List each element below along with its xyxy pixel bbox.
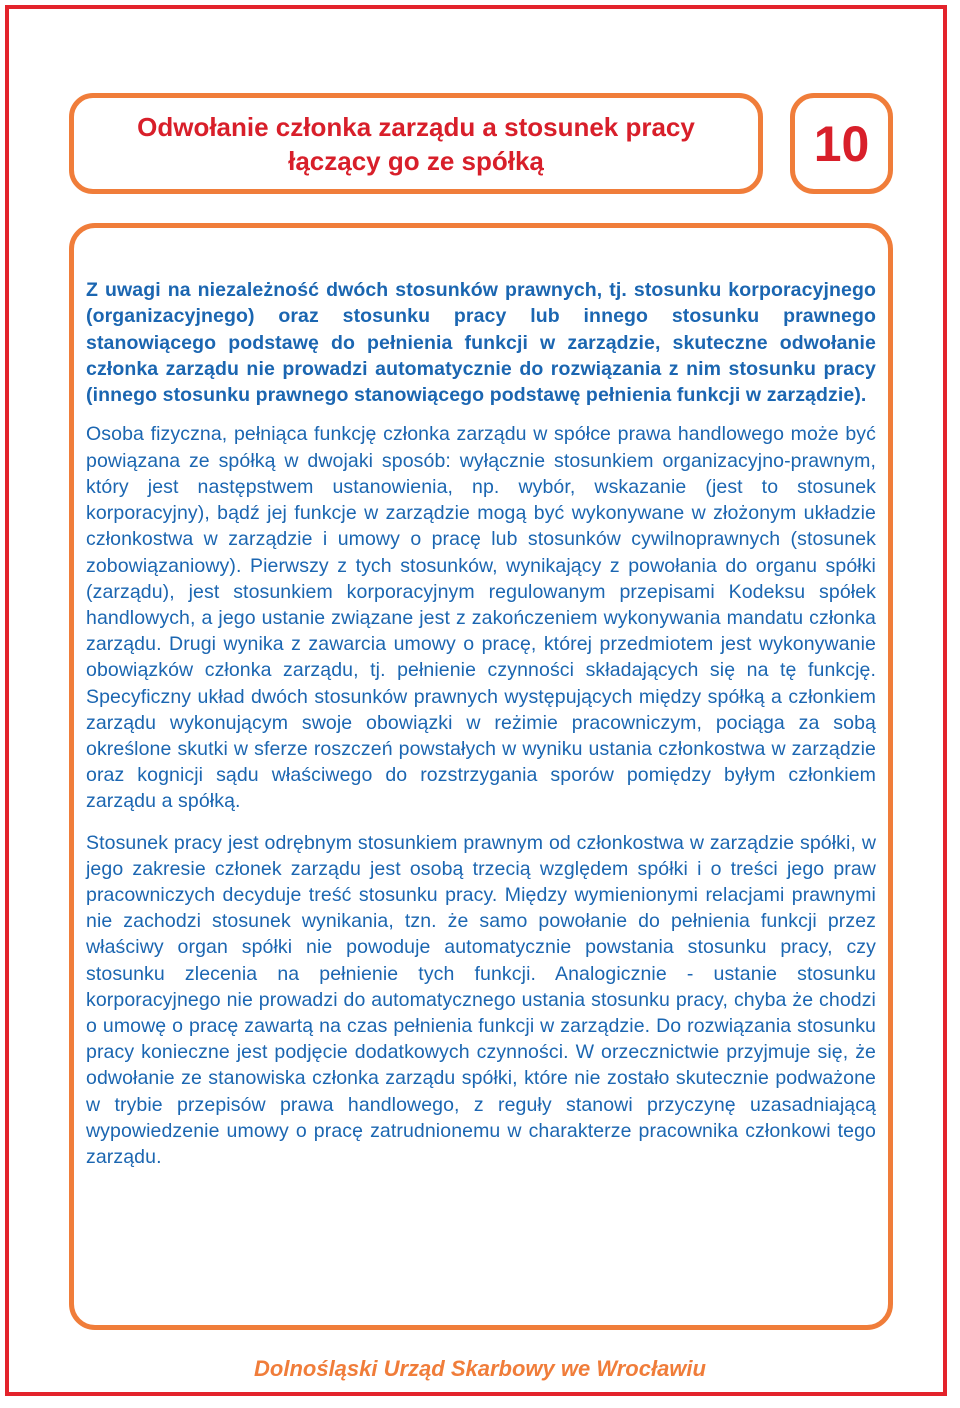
footer-institution-name: Dolnośląski Urząd Skarbowy we Wrocławiu	[254, 1356, 706, 1381]
body-paragraph-1: Osoba fizyczna, pełniąca funkcję członka zarządu w spółce prawa handlowego może być powiązana ze spółką w dwojaki sposób: wyłącznie stosunkiem organizacyjno-prawnym, który jest następstwem ustanowienia, np. wybór, wskazanie (jest to stosunek korporacyjny), bądź jej funkcje w zarządzie mogą być wykonywane w złożonym układzie członkostwa w zarządzie i umowy o pracę lub stosunków cywilnoprawnych (stosunek zobowiązaniowy). Pierwszy z tych stosunków, wynikający z powołania do organu spółki (zarządu), jest stosunkiem korporacyjnym regulowanym przepisami Kodeksu spółek handlowych, a jego ustanie związane jest z zakończeniem wykonywania mandatu członka zarządu. Drugi wynika z zawarcia umowy o pracę, której przedmiotem jest wykonywanie obowiązków członka zarządu, tj. pełnienie czynności składających się na tę funkcję. Specyficzny układ dwóch stosunków prawnych występujących między spółką a członkiem zarządu wykonującym swoje obowiązki w reżimie pracowniczym, pociąga za sobą określone skutki w sferze roszczeń powstałych w wyniku ustania członkostwa w zarządzie oraz kognicji sądu właściwego do rozstrzygania sporów pomiędzy byłym członkiem zarządu a spółką.	[86, 423, 876, 813]
title-line-1: Odwołanie członka zarządu a stosunek pracy	[137, 111, 695, 142]
content-body	[86, 277, 876, 1170]
intro-paragraph: Z uwagi na niezależność dwóch stosunków prawnych, tj. stosunku korporacyjnego (organizacyjnego) oraz stosunku pracy lub innego stosunku prawnego stanowiącego podstawę do pełnienia funkcji w zarządzie, skuteczne odwołanie członka zarządu nie prowadzi automatycznie do rozwiązania z nim stosunku pracy (innego stosunku prawnego stanowiącego podstawę pełnienia funkcji w zarządzie).	[86, 279, 876, 407]
title-box	[69, 93, 763, 194]
title-line-2: łączący go ze spółką	[288, 145, 544, 176]
body-paragraph-2: Stosunek pracy jest odrębnym stosunkiem prawnym od członkostwa w zarządzie spółki, w jego zakresie członek zarządu jest osobą trzecią względem spółki i o treści jego praw pracowniczych decyduje treść stosunku pracy. Między wymienionymi relacjami prawnymi nie zachodzi stosunek wynikania, tzn. że samo powołanie do pełnienia funkcji przez właściwy organ spółki nie powoduje automatycznie powstania stosunku pracy, czy stosunku zlecenia na pełnienie tych funkcji. Analogicznie - ustanie stosunku korporacyjnego nie prowadzi do automatycznego ustania stosunku pracy, chyba że chodzi o umowę o pracę zawartą na czas pełnienia funkcji w zarządzie. Do rozwiązania stosunku pracy konieczne jest podjęcie dodatkowych czynności. W orzecznictwie przyjmuje się, że odwołanie ze stanowiska członka zarządu spółki, które nie zostało skutecznie podważone w trybie przepisów prawa handlowego, z reguły stanowi przyczynę uzasadniającą wypowiedzenie umowy o pracę zatrudnionemu w charakterze pracownika członkowi tego zarządu.	[86, 831, 876, 1168]
page-number: 10	[813, 115, 870, 172]
page-number-box	[790, 93, 893, 194]
